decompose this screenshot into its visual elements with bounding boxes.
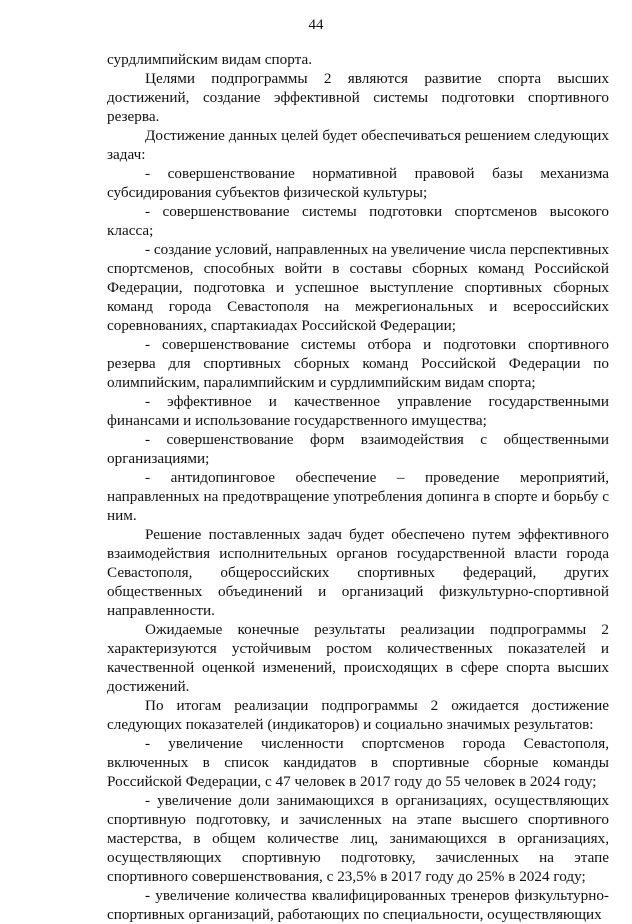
paragraph-continuation: сурдлимпийским видам спорта. (107, 51, 313, 68)
list-item-task: - эффективное и качественное управление государственными финансами и использование государственного имущества; (107, 393, 609, 429)
document-body (107, 50, 609, 924)
list-item-indicator: - увеличение доли занимающихся в организациях, осуществляющих спортивную подготовку, и зачисленных на этапе высшего спортивного мастерства, в общем количестве лиц, занимающихся в организациях, осуществляющих спортивную подготовку, зачисленных на этапе спортивного совершенствования, с 23,5% в 2017 году до 25% в 2024 году; (107, 792, 609, 885)
list-item-task: - совершенствование нормативной правовой базы механизма субсидирования субъектов физической культуры; (107, 165, 609, 201)
paragraph-tasks-intro: Достижение данных целей будет обеспечиваться решением следующих задач: (107, 127, 609, 163)
page-number: 44 (308, 17, 324, 33)
paragraph-goals: Целями подпрограммы 2 являются развитие спорта высших достижений, создание эффективной системы подготовки спортивного резерва. (107, 70, 609, 125)
paragraph-expected-results: Ожидаемые конечные результаты реализации подпрограммы 2 характеризуются устойчивым ростом количественных показателей и качественной оценкой изменений, происходящих в сфере спорта высших достижений. (107, 621, 609, 695)
list-item-indicator: - увеличение количества квалифицированных тренеров физкультурно-спортивных организаций, работающих по специальности, осуществляющих (107, 887, 609, 923)
list-item-task: - совершенствование системы отбора и подготовки спортивного резерва для спортивных сборных команд Российской Федерации по олимпийским, паралимпийским и сурдлимпийским видам спорта; (107, 336, 609, 391)
list-item-task: - совершенствование системы подготовки спортсменов высокого класса; (107, 203, 609, 239)
list-item-indicator: - увеличение численности спортсменов города Севастополя, включенных в список кандидатов в спортивные сборные команды Российской Федерации, с 47 человек в 2017 году до 55 человек в 2024 году; (107, 735, 609, 790)
list-item-task: - совершенствование форм взаимодействия с общественными организациями; (107, 431, 609, 467)
paragraph-indicators-intro: По итогам реализации подпрограммы 2 ожидается достижение следующих показателей (индикаторов) и социально значимых результатов: (107, 697, 609, 733)
list-item-task: - антидопинговое обеспечение – проведение мероприятий, направленных на предотвращение употребления допинга в спорте и борьбу с ним. (107, 469, 609, 524)
list-item-task: - создание условий, направленных на увеличение числа перспективных спортсменов, способных войти в составы сборных команд Российской Федерации, подготовка и успешное выступление спортивных сборных команд города Севастополя на межрегиональных и всероссийских соревнованиях, спартакиадах Российской Федерации; (107, 241, 609, 334)
paragraph-solution: Решение поставленных задач будет обеспечено путем эффективного взаимодействия исполнительных органов государственной власти города Севастополя, общероссийских спортивных федераций, других общественных объединений и организаций физкультурно-спортивной направленности. (107, 526, 609, 619)
